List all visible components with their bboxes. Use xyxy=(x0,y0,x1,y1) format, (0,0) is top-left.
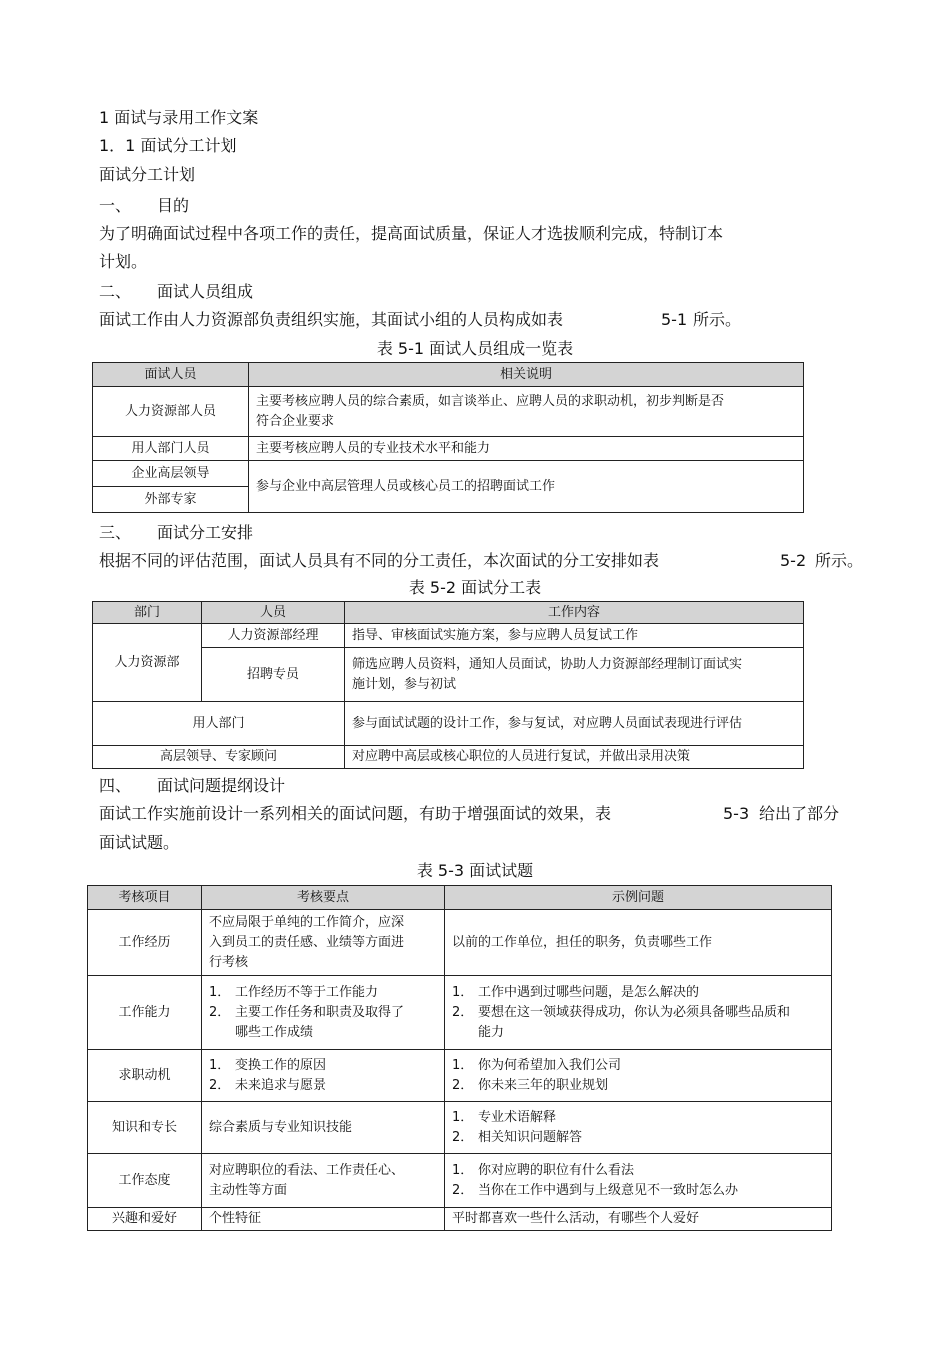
table-1-role-cell: 人力资源部人员 xyxy=(93,387,249,437)
heading-2: 1．1 面试分工计划 xyxy=(99,136,237,155)
table-3-item-cell: 兴趣和爱好 xyxy=(88,1208,202,1231)
section-3-table-ref: 5-2 xyxy=(780,551,807,570)
document-title: 面试分工计划 xyxy=(99,165,196,184)
table-2-dept-cell: 用人部门 xyxy=(93,702,345,746)
table-3-question-cell: 平时都喜欢一些什么活动，有哪些个人爱好 xyxy=(445,1208,832,1231)
heading-1: 1 面试与录用工作文案 xyxy=(99,108,259,127)
table-2-work-cell: 指导、审核面试实施方案，参与应聘人员复试工作 xyxy=(345,624,804,648)
table-3-item-cell: 工作能力 xyxy=(88,976,202,1050)
list-item: 2． 你未来三年的职业规划 xyxy=(452,1077,609,1093)
table-3-header-questions: 示例问题 xyxy=(445,886,832,910)
section-4-table-ref: 5-3 xyxy=(723,804,750,823)
section-2-heading xyxy=(99,281,254,303)
table-2-header-person: 人员 xyxy=(202,602,345,624)
section-2-number: 二、 xyxy=(99,282,132,301)
table-1-desc-cell: 参与企业中高层管理人员或核心员工的招聘面试工作 xyxy=(249,461,804,513)
purpose-line-1: 为了明确面试过程中各项工作的责任，提高面试质量，保证人才选拔顺利完成，特制订本 xyxy=(99,224,724,243)
table-3-points-cell: 综合素质与专业知识技能 xyxy=(202,1102,445,1154)
table-1-role-cell: 企业高层领导 xyxy=(93,461,249,487)
section-2-tail: 所示。 xyxy=(693,310,742,329)
table-3-item-cell: 工作态度 xyxy=(88,1154,202,1208)
list-item: 2． 主要工作任务和职责及取得了哪些工作成绩 xyxy=(209,1004,405,1040)
list-item: 1． 专业术语解释 xyxy=(452,1109,557,1125)
table-1-desc-cell: 主要考核应聘人员的专业技术水平和能力 xyxy=(249,437,804,461)
table-2-work-cell: 参与面试试题的设计工作，参与复试，对应聘人员面试表现进行评估 xyxy=(345,702,804,746)
table-3-caption: 表 5-3 面试试题 xyxy=(416,861,534,880)
section-3-paragraph xyxy=(99,550,864,572)
list-item: 1． 工作中遇到过哪些问题，是怎么解决的 xyxy=(452,984,700,1000)
section-2-paragraph xyxy=(99,309,742,331)
purpose-line-2: 计划。 xyxy=(99,252,148,271)
table-3-points-cell xyxy=(202,976,445,1050)
table-3-points-cell xyxy=(202,1050,445,1102)
table-3-question-cell xyxy=(445,976,832,1050)
table-2-work-cell: 筛选应聘人员资料，通知人员面试，协助人力资源部经理制订面试实施计划，参与初试 xyxy=(345,648,804,702)
table-2-dept-cell: 高层领导、专家顾问 xyxy=(93,746,345,769)
table-2-dept-cell: 人力资源部 xyxy=(93,624,202,702)
table-1-caption: 表 5-1 面试人员组成一览表 xyxy=(376,339,574,358)
list-item: 1． 你对应聘的职位有什么看法 xyxy=(452,1162,635,1178)
table-2-work-cell: 对应聘中高层或核心职位的人员进行复试，并做出录用决策 xyxy=(345,746,804,769)
section-3-number: 三、 xyxy=(99,523,132,542)
section-2-text: 面试工作由人力资源部负责组织实施，其面试小组的人员构成如表 xyxy=(99,310,564,329)
section-4-heading xyxy=(99,775,286,797)
table-3-points-cell: 个性特征 xyxy=(202,1208,445,1231)
table-3-question-cell xyxy=(445,1154,832,1208)
table-3-points-cell: 对应聘职位的看法、工作责任心、主动性等方面 xyxy=(202,1154,445,1208)
section-3-title: 面试分工安排 xyxy=(157,523,254,542)
section-1-number: 一、 xyxy=(99,196,132,215)
table-2-header-dept: 部门 xyxy=(93,602,202,624)
list-item: 1． 工作经历不等于工作能力 xyxy=(209,984,379,1000)
table-3-question-cell xyxy=(445,1050,832,1102)
list-item: 1． 变换工作的原因 xyxy=(209,1057,327,1073)
table-2-person-cell: 招聘专员 xyxy=(202,648,345,702)
section-1-title: 目的 xyxy=(157,196,190,215)
table-1-role-cell: 用人部门人员 xyxy=(93,437,249,461)
table-3-question-cell: 以前的工作单位，担任的职务，负责哪些工作 xyxy=(445,910,832,976)
section-4-line-2: 面试试题。 xyxy=(99,833,180,852)
section-4-number: 四、 xyxy=(99,776,132,795)
list-item: 1． 你为何希望加入我们公司 xyxy=(452,1057,622,1073)
table-1-role-cell: 外部专家 xyxy=(93,487,249,513)
table-3 xyxy=(87,885,832,1231)
table-2-caption: 表 5-2 面试分工表 xyxy=(408,578,542,597)
list-item: 2． 要想在这一领域获得成功，你认为必须具备哪些品质和能力 xyxy=(452,1004,791,1040)
section-3-text: 根据不同的评估范围，面试人员具有不同的分工责任，本次面试的分工安排如表 xyxy=(99,551,660,570)
section-3-heading xyxy=(99,522,254,544)
section-4-title: 面试问题提纲设计 xyxy=(157,776,286,795)
table-3-item-cell: 工作经历 xyxy=(88,910,202,976)
list-item: 2． 相关知识问题解答 xyxy=(452,1129,583,1145)
table-1-desc-cell: 主要考核应聘人员的综合素质，如言谈举止、应聘人员的求职动机，初步判断是否符合企业要求 xyxy=(249,387,804,437)
table-3-item-cell: 求职动机 xyxy=(88,1050,202,1102)
section-1-heading xyxy=(99,195,190,217)
section-2-table-ref: 5-1 xyxy=(661,310,688,329)
section-2-title: 面试人员组成 xyxy=(157,282,254,301)
table-1-header-role: 面试人员 xyxy=(93,363,249,387)
list-item: 2． 当你在工作中遇到与上级意见不一致时怎么办 xyxy=(452,1182,739,1198)
table-2-person-cell: 人力资源部经理 xyxy=(202,624,345,648)
table-1 xyxy=(92,362,804,513)
table-3-points-cell: 不应局限于单纯的工作简介，应深入到员工的责任感、业绩等方面进行考核 xyxy=(202,910,445,976)
table-2-header-work: 工作内容 xyxy=(345,602,804,624)
section-4-paragraph xyxy=(99,803,840,825)
table-3-question-cell xyxy=(445,1102,832,1154)
table-3-header-points: 考核要点 xyxy=(202,886,445,910)
table-1-header-desc: 相关说明 xyxy=(249,363,804,387)
table-3-header-item: 考核项目 xyxy=(88,886,202,910)
list-item: 2． 未来追求与愿景 xyxy=(209,1077,327,1093)
table-2 xyxy=(92,601,804,769)
section-4-text: 面试工作实施前设计一系列相关的面试问题，有助于增强面试的效果，表 xyxy=(99,804,612,823)
section-4-tail: 给出了部分 xyxy=(759,804,840,823)
section-3-tail: 所示。 xyxy=(815,551,864,570)
table-3-item-cell: 知识和专长 xyxy=(88,1102,202,1154)
